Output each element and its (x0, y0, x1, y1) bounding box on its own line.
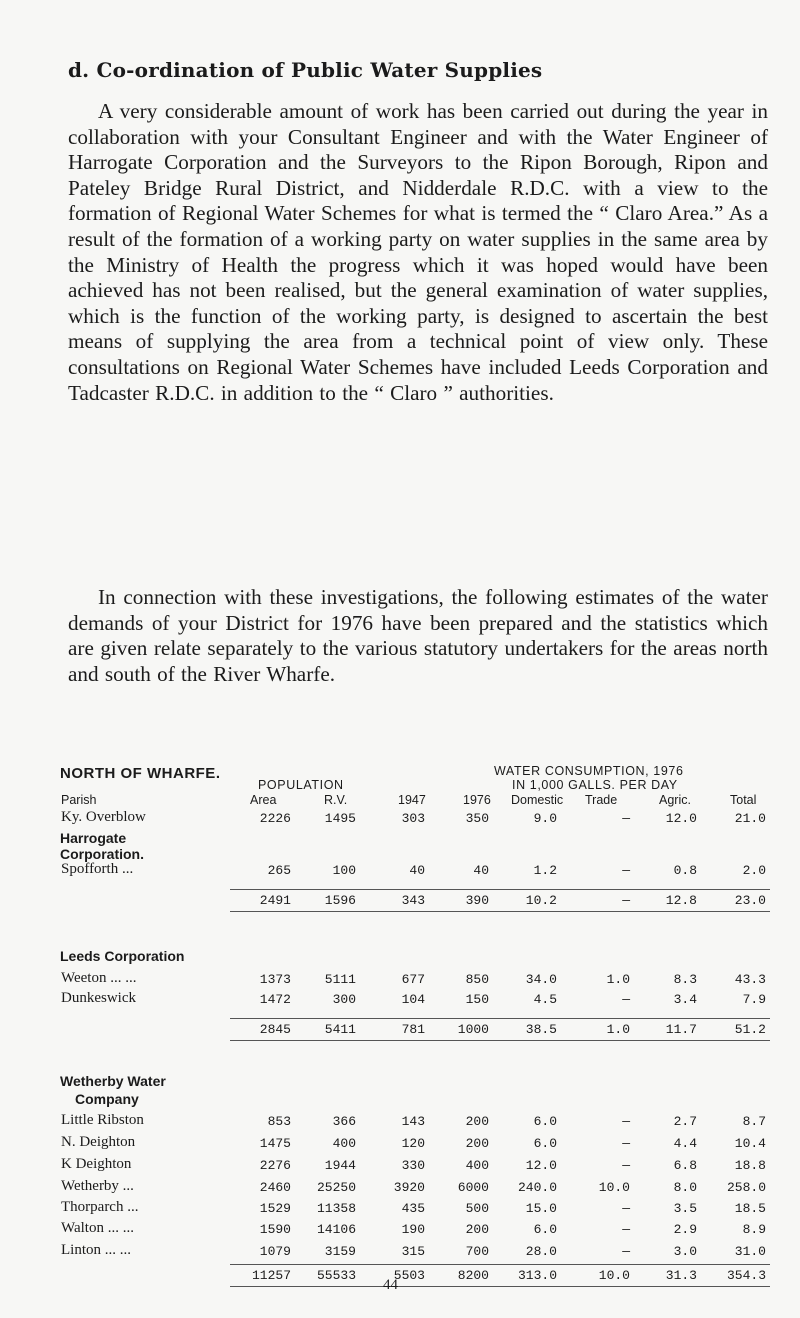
table-cell: 25250 (316, 1180, 356, 1195)
table-total-cell: 343 (401, 893, 425, 908)
table-cell: 200 (465, 1114, 489, 1129)
table-total-cell: 2491 (259, 893, 291, 908)
table-row-parish: Ky. Overblow (61, 809, 146, 825)
table-cell: 240.0 (517, 1180, 557, 1195)
table-cell: 366 (332, 1114, 356, 1129)
water-consumption-header: WATER CONSUMPTION, 1976 (494, 764, 684, 778)
table-cell: 2.9 (673, 1222, 697, 1237)
column-header-2: R.V. (324, 793, 348, 807)
table-row-parish: Wetherby ... (61, 1178, 134, 1194)
table-cell: 6000 (457, 1180, 489, 1195)
column-header-0: Parish (61, 793, 97, 807)
table-cell: 853 (267, 1114, 291, 1129)
total-rule (230, 1264, 770, 1265)
table-cell: 12.0 (665, 811, 697, 826)
table-cell: 0.8 (673, 863, 697, 878)
table-cell: 1944 (324, 1158, 356, 1173)
section-label: Harrogate (60, 830, 127, 846)
table-cell: — (622, 1222, 630, 1237)
table-total-cell: 1000 (457, 1022, 489, 1037)
table-row-parish: Thorparch ... (61, 1199, 139, 1215)
table-cell: 435 (401, 1201, 425, 1216)
table-total-cell: — (622, 893, 630, 908)
table-cell: 6.0 (533, 1222, 557, 1237)
table-cell: 12.0 (525, 1158, 557, 1173)
table-cell: 8.7 (742, 1114, 766, 1129)
table-cell: 200 (465, 1136, 489, 1151)
table-total-cell: 11257 (251, 1268, 291, 1283)
section-heading: d. Co-ordination of Public Water Supplies (68, 58, 543, 82)
column-header-7: Agric. (659, 793, 691, 807)
table-cell: 15.0 (525, 1201, 557, 1216)
table-total-cell: 1596 (324, 893, 356, 908)
table-cell: 100 (332, 863, 356, 878)
table-cell: 7.9 (742, 992, 766, 1007)
section-label-cont: Company (75, 1091, 139, 1107)
column-header-6: Trade (585, 793, 618, 807)
column-header-8: Total (730, 793, 757, 807)
table-cell: 1472 (259, 992, 291, 1007)
table-total-cell: 390 (465, 893, 489, 908)
table-cell: 1373 (259, 972, 291, 987)
table-cell: 500 (465, 1201, 489, 1216)
table-cell: — (622, 992, 630, 1007)
table-cell: 18.8 (734, 1158, 766, 1173)
table-row-parish: Little Ribston (61, 1112, 144, 1128)
table-cell: — (622, 1244, 630, 1259)
table-cell: 150 (465, 992, 489, 1007)
table-cell: 143 (401, 1114, 425, 1129)
table-cell: 677 (401, 972, 425, 987)
table-total-cell: 12.8 (665, 893, 697, 908)
table-total-cell: 38.5 (525, 1022, 557, 1037)
column-header-1: Area (250, 793, 277, 807)
table-total-cell: 5503 (393, 1268, 425, 1283)
table-cell: 31.0 (734, 1244, 766, 1259)
table-total-cell: 1.0 (606, 1022, 630, 1037)
table-cell: 190 (401, 1222, 425, 1237)
table-cell: 400 (465, 1158, 489, 1173)
table-cell: 2276 (259, 1158, 291, 1173)
table-cell: 18.5 (734, 1201, 766, 1216)
table-total-cell: 31.3 (665, 1268, 697, 1283)
table-cell: 3159 (324, 1244, 356, 1259)
table-cell: 1079 (259, 1244, 291, 1259)
table-cell: 104 (401, 992, 425, 1007)
table-cell: 350 (465, 811, 489, 826)
gallons-header: IN 1,000 GALLS. PER DAY (512, 778, 678, 792)
table-total-cell: 23.0 (734, 893, 766, 908)
table-cell: 3920 (393, 1180, 425, 1195)
table-cell: 3.0 (673, 1244, 697, 1259)
table-cell: 1590 (259, 1222, 291, 1237)
table-cell: 1529 (259, 1201, 291, 1216)
table-cell: 5111 (324, 972, 356, 987)
table-cell: 2460 (259, 1180, 291, 1195)
table-total-cell: 55533 (316, 1268, 356, 1283)
paragraph-1: A very considerable amount of work has been carried out during the year in collaboration with your Consultant Engineer and with the Water Engineer of Harrogate Corporation and the Surveyors to the Ripon Borough, Ripon and Pateley Bridge Rural District, and Nidderdale R.D.C. with a view to the formation of Regional Water Schemes for what is termed the “ Claro Area.” As a result of the formation of a working party on water supplies in the same area by the Ministry of Health the progress which it was hoped would have been achieved has not been realised, but the general examination of water supplies, which is the function of the working party, is designed to ascertain the best means of supplying the area from a technical point of view only. These consultations on Regional Water Schemes have included Leeds Corporation and Tadcaster R.D.C. in addition to the “ Claro ” authorities. (68, 99, 768, 405)
table-cell: 400 (332, 1136, 356, 1151)
table-cell: 21.0 (734, 811, 766, 826)
table-cell: 40 (409, 863, 425, 878)
table-cell: 3.5 (673, 1201, 697, 1216)
table-cell: — (622, 1201, 630, 1216)
table-cell: 10.4 (734, 1136, 766, 1151)
table-cell: 265 (267, 863, 291, 878)
table-cell: 8.3 (673, 972, 697, 987)
table-cell: 1475 (259, 1136, 291, 1151)
table-row-parish: Weeton ... ... (61, 970, 137, 986)
table-total-cell: 51.2 (734, 1022, 766, 1037)
table-cell: 1.0 (606, 972, 630, 987)
table-cell: 200 (465, 1222, 489, 1237)
table-cell: 6.0 (533, 1114, 557, 1129)
table-row-parish: Spofforth ... (61, 861, 134, 877)
table-total-cell: 8200 (457, 1268, 489, 1283)
table-cell: 4.5 (533, 992, 557, 1007)
section-label: Wetherby Water (60, 1073, 166, 1089)
table-total-cell: 5411 (324, 1022, 356, 1037)
table-cell: 40 (473, 863, 489, 878)
table-cell: 43.3 (734, 972, 766, 987)
table-cell: 700 (465, 1244, 489, 1259)
table-cell: 315 (401, 1244, 425, 1259)
table-cell: 8.9 (742, 1222, 766, 1237)
section-label: Leeds Corporation (60, 948, 185, 964)
column-header-3: 1947 (398, 793, 426, 807)
table-cell: 6.8 (673, 1158, 697, 1173)
table-cell: 8.0 (673, 1180, 697, 1195)
table-row-parish: N. Deighton (61, 1134, 136, 1150)
table-cell: 2.7 (673, 1114, 697, 1129)
total-underline (230, 1040, 770, 1041)
total-underline (230, 1286, 770, 1287)
table-total-cell: 313.0 (517, 1268, 557, 1283)
table-total-cell: 10.0 (598, 1268, 630, 1283)
column-header-5: Domestic (511, 793, 564, 807)
paragraph-2: In connection with these investigations, the following estimates of the water demands of your District for 1976 have been prepared and the statistics which are given relate separately to the various statutory undertakers for the areas north and south of the River Wharfe. (68, 585, 768, 686)
table-cell: 3.4 (673, 992, 697, 1007)
table-cell: 11358 (316, 1201, 356, 1216)
table-cell: — (622, 1114, 630, 1129)
table-cell: 850 (465, 972, 489, 987)
total-rule (230, 1018, 770, 1019)
table-cell: 10.0 (598, 1180, 630, 1195)
page-number: 44 (383, 1277, 398, 1293)
table-cell: — (622, 863, 630, 878)
table-cell: 300 (332, 992, 356, 1007)
total-rule (230, 889, 770, 890)
table-cell: 4.4 (673, 1136, 697, 1151)
table-row-parish: K Deighton (61, 1156, 132, 1172)
table-cell: 28.0 (525, 1244, 557, 1259)
table-total-cell: 11.7 (665, 1022, 697, 1037)
table-cell: 14106 (316, 1222, 356, 1237)
table-cell: — (622, 1136, 630, 1151)
table-total-cell: 781 (401, 1022, 425, 1037)
table-row-parish: Linton ... ... (61, 1242, 131, 1258)
table-cell: 34.0 (525, 972, 557, 987)
table-cell: — (622, 1158, 630, 1173)
table-cell: 1495 (324, 811, 356, 826)
table-total-cell: 10.2 (525, 893, 557, 908)
population-header: POPULATION (258, 778, 344, 792)
table-cell: 330 (401, 1158, 425, 1173)
table-cell: 9.0 (533, 811, 557, 826)
table-cell: 120 (401, 1136, 425, 1151)
table-total-cell: 354.3 (726, 1268, 766, 1283)
table-cell: 6.0 (533, 1136, 557, 1151)
table-cell: — (622, 811, 630, 826)
table-cell: 258.0 (726, 1180, 766, 1195)
total-underline (230, 911, 770, 912)
table-total-cell: 2845 (259, 1022, 291, 1037)
table-cell: 303 (401, 811, 425, 826)
column-header-4: 1976 (463, 793, 491, 807)
table-row-parish: Dunkeswick (61, 990, 136, 1006)
table-cell: 2226 (259, 811, 291, 826)
table-row-parish: Walton ... ... (61, 1220, 134, 1236)
table-title: NORTH OF WHARFE. (60, 765, 221, 782)
section-label-cont: Corporation. (60, 846, 144, 862)
table-cell: 2.0 (742, 863, 766, 878)
table-cell: 1.2 (533, 863, 557, 878)
